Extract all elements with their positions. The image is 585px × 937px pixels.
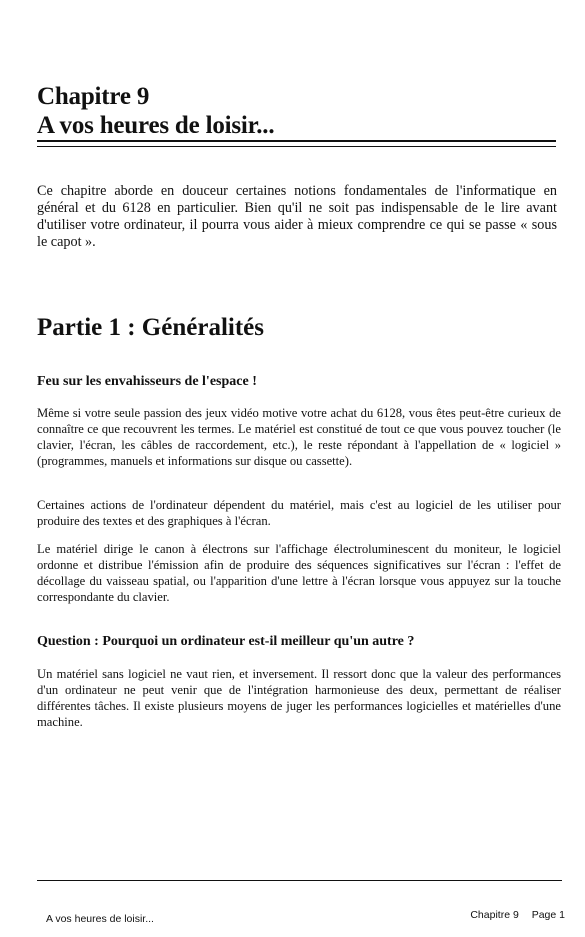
- section-heading: Feu sur les envahisseurs de l'espace !: [37, 374, 257, 389]
- footer-page-number: Page 1: [531, 909, 565, 921]
- section-paragraph: Un matériel sans logiciel ne vaut rien, et inversement. Il ressort donc que la valeur des performances d'un ordinateur ne peut venir que de l'intégration harmonieuse des deux, permettant de réaliser différentes tâches. Il existe plusieurs moyens de juger les performances logicielles et matérielles d'une machine.: [37, 667, 561, 729]
- section-paragraph: Le matériel dirige le canon à électrons sur l'affichage électroluminescent du moniteur, le logiciel ordonne et distribue l'émission afin de produire des séquences significatives sur l'écran : l'effet de décollage du vaisseau spatial, ou l'apparition d'une lettre à l'écran lorsque vous appuyez sur la touche correspondante du clavier.: [37, 542, 561, 604]
- title-rule-thin: [37, 146, 556, 147]
- chapter-label: Chapitre 9: [37, 83, 150, 110]
- footer-running-title: A vos heures de loisir...: [46, 913, 154, 925]
- section-heading: Question : Pourquoi un ordinateur est-il meilleur qu'un autre ?: [37, 634, 415, 649]
- section-paragraph: Certaines actions de l'ordinateur dépendent du matériel, mais c'est au logiciel de les utiliser pour produire des textes et des graphiques à l'écran.: [37, 498, 561, 528]
- intro-paragraph: Ce chapitre aborde en douceur certaines notions fondamentales de l'informatique en général et du 6128 en particulier. Bien qu'il ne soit pas indispensable de le lire avant d'utiliser votre ordinateur, il pourra vous aider à mieux comprendre ce qui se passe « sous le capot ».: [37, 183, 557, 250]
- part-title: Partie 1 : Généralités: [37, 314, 264, 341]
- footer-chapter: Chapitre 9: [470, 909, 519, 921]
- section-paragraph: Même si votre seule passion des jeux vidéo motive votre achat du 6128, vous êtes peut-être curieux de connaître ce que recouvrent les termes. Le matériel est constitué de tout ce que vous pouvez toucher (le clavier, l'écran, les câbles de raccordement, etc.), le reste répondant à l'appellation de « logiciel » (programmes, manuels et informations sur disque ou cassette).: [37, 406, 561, 468]
- title-rule: [37, 140, 556, 142]
- chapter-title: A vos heures de loisir...: [37, 112, 275, 139]
- footer-page-info: [470, 909, 565, 922]
- chapter-heading: [37, 82, 557, 140]
- footer-rule: [37, 880, 562, 881]
